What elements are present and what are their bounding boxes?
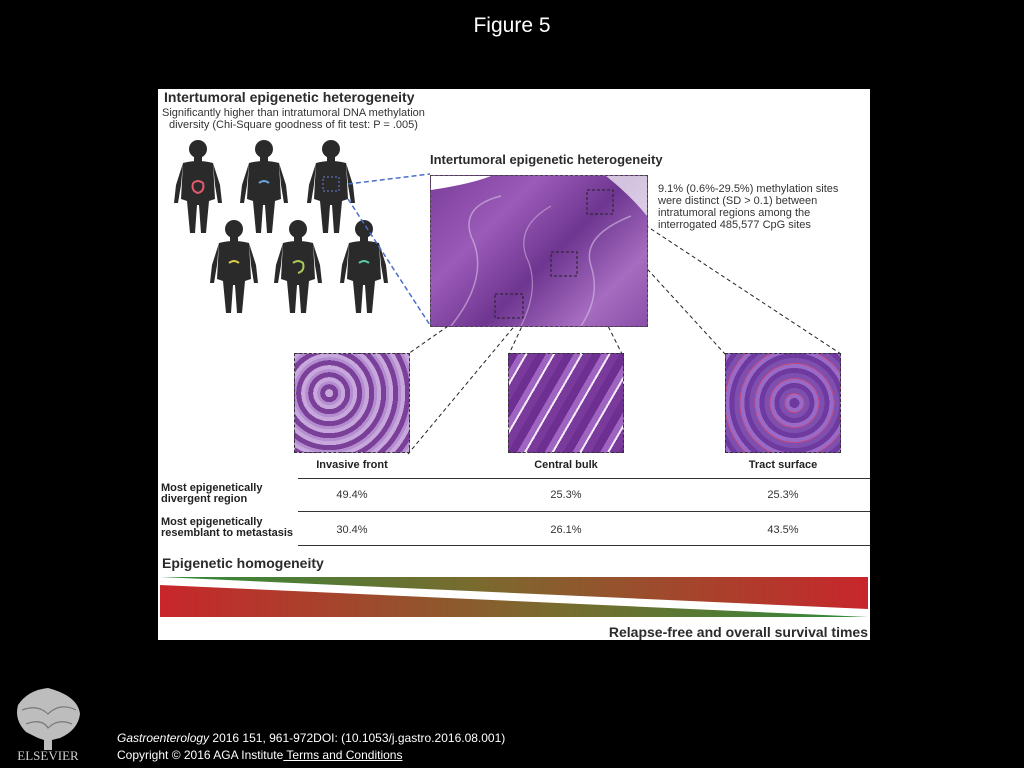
roi-tract-surface (587, 190, 613, 214)
table-rule-3 (298, 545, 870, 546)
citation-details: 2016 151, 961-972DOI: (10.1053/j.gastro.2016.08.001) (209, 731, 506, 745)
copyright (117, 748, 402, 762)
stat-line-2: were distinct (SD > 0.1) between (658, 195, 818, 207)
histology-overview (430, 175, 648, 327)
row2-label-2: resemblant to metastasis (161, 527, 294, 539)
panel-title: Intertumoral epigenetic heterogeneity (430, 152, 663, 167)
citation-journal: Gastroenterology (117, 731, 210, 745)
micrograph-central-bulk (508, 353, 624, 453)
micrograph-invasive-front (294, 353, 410, 453)
table-rule-1 (298, 478, 870, 479)
citation (117, 731, 505, 745)
table-cell: 30.4% (336, 524, 368, 536)
terms-and-conditions-link[interactable]: Terms and Conditions (283, 748, 403, 762)
slide-title: Figure 5 (473, 14, 551, 37)
col-invasive-front: Invasive front (316, 459, 388, 471)
roi-invasive-front (495, 294, 523, 318)
top-subtitle-2: diversity (Chi-Square goodness of fit test: P = .005) (169, 119, 418, 131)
top-subtitle-1: Significantly higher than intratumoral DNA methylation (162, 107, 425, 119)
table-cell: 25.3% (767, 489, 799, 501)
svg-text:ELSEVIER: ELSEVIER (17, 748, 79, 762)
figure-panel (158, 89, 870, 640)
elsevier-logo (8, 680, 88, 762)
table-cell: 26.1% (550, 524, 582, 536)
table-rule-2 (298, 511, 870, 512)
table-cell: 25.3% (550, 489, 582, 501)
homogeneity-label: Epigenetic homogeneity (162, 555, 324, 571)
row2-label-1: Most epigenetically (161, 516, 263, 528)
gradient-wedges (158, 575, 870, 621)
table-cell: 49.4% (336, 489, 368, 501)
roi-central-bulk (551, 252, 577, 276)
top-title: Intertumoral epigenetic heterogeneity (164, 89, 415, 105)
col-central-bulk: Central bulk (534, 459, 598, 471)
survival-label: Relapse-free and overall survival times (608, 624, 868, 640)
micrograph-tract-surface (725, 353, 841, 453)
stat-line-3: intratumoral regions among the (658, 207, 811, 219)
col-tract-surface: Tract surface (748, 459, 818, 471)
stat-line-4: interrogated 485,577 CpG sites (658, 219, 811, 231)
row1-label-2: divergent region (161, 493, 248, 505)
stat-line-1: 9.1% (0.6%-29.5%) methylation sites (658, 183, 839, 195)
copyright-text: Copyright © 2016 AGA Institute (117, 748, 284, 762)
row1-label-1: Most epigenetically (161, 482, 263, 494)
table-cell: 43.5% (767, 524, 799, 536)
